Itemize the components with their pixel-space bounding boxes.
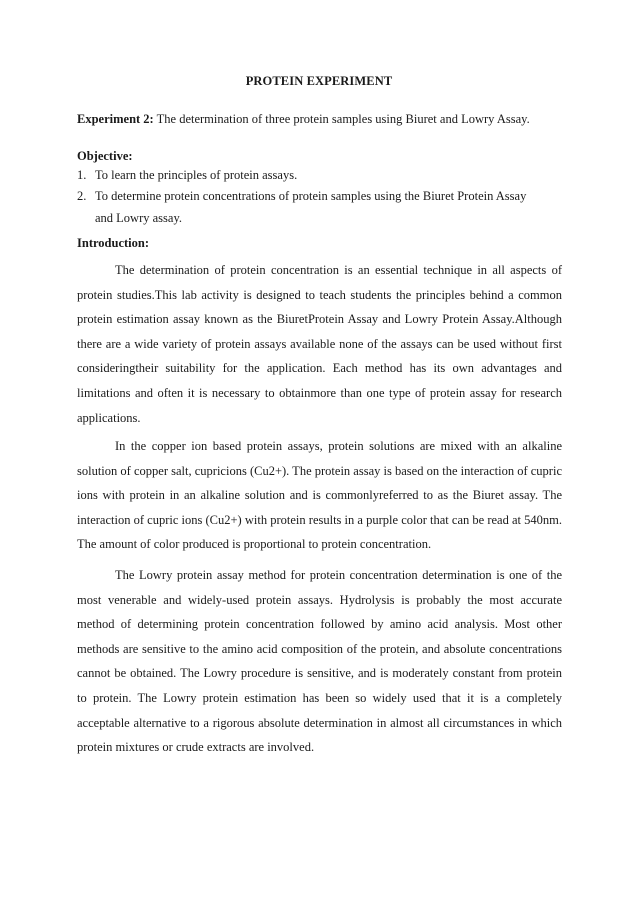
objective-item-number: 1. — [77, 168, 87, 182]
objective-item-1 — [77, 164, 547, 186]
experiment-line — [77, 111, 530, 127]
introduction-paragraph-1: The determination of protein concentration is an essential technique in all aspects of protein studies.This lab activity is designed to teach students the principles behind a common protein estimation assay known as the BiuretProtein Assay and Lowry Protein Assay.Although there are a wide variety of protein assays available none of the assays can be used without first consideringtheir suitability for the application. Each method has its own advantages and limitations and often it is necessary to obtainmore than one type of protein assay for research applications. — [77, 263, 562, 425]
objective-item-text: To determine protein concentrations of protein samples using the Biuret Protein Assay and Lowry assay. — [95, 189, 527, 225]
introduction-heading: Introduction: — [77, 236, 150, 250]
objective-heading: Objective: — [77, 149, 133, 163]
objective-item-number: 2. — [77, 189, 87, 203]
experiment-label: Experiment 2: — [77, 112, 154, 126]
objective-item-text: To learn the principles of protein assays. — [95, 168, 298, 182]
experiment-text: The determination of three protein samples using Biuret and Lowry Assay. — [153, 112, 530, 126]
introduction-paragraph-2: In the copper ion based protein assays, protein solutions are mixed with an alkaline solution of copper salt, cupricions (Cu2+). The protein assay is based on the interaction of cupric ions with protein in an alkaline solution and is commonlyreferred to as the Biuret assay. The interaction of cupric ions (Cu2+) with protein results in a purple color that can be read at 540nm. The amount of color produced is proportional to protein concentration. — [77, 439, 562, 552]
document-title: PROTEIN EXPERIMENT — [245, 74, 393, 88]
objective-item-2 — [77, 185, 547, 229]
introduction-paragraph-3: The Lowry protein assay method for protein concentration determination is one of the most venerable and widely-used protein assays. Hydrolysis is probably the most accurate method of determining protein concentration followed by amino acid analysis. Most other methods are sensitive to the amino acid composition of the protein, and absolute concentrations cannot be obtained. The Lowry procedure is sensitive, and is moderately constant from protein to protein. The Lowry protein estimation has been so widely used that it is a completely acceptable alternative to a rigorous absolute determination in almost all circumstances in which protein mixtures or crude extracts are involved. — [77, 568, 562, 755]
